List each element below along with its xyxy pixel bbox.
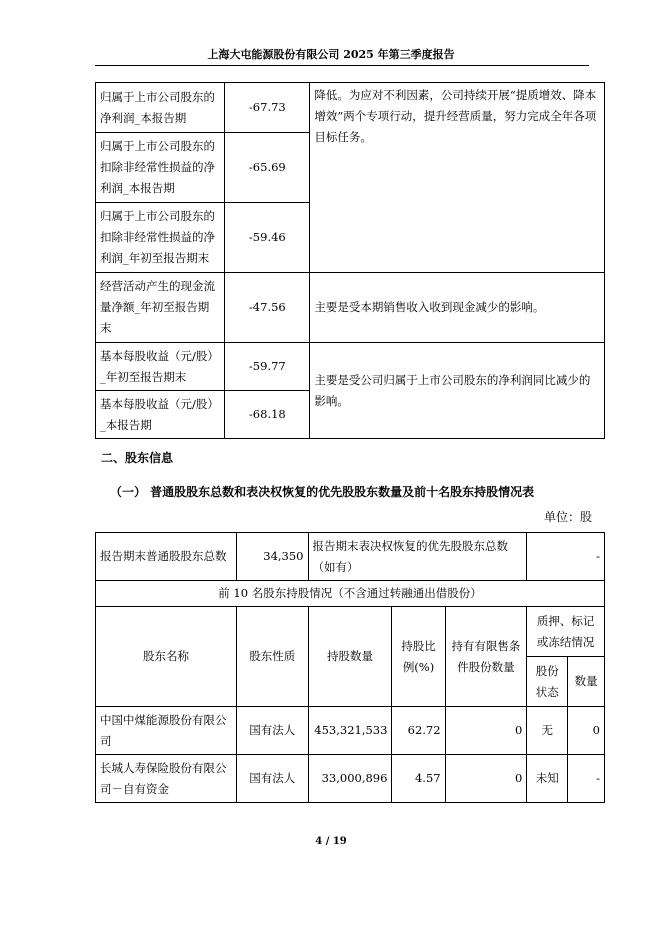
item-cell: 基本每股收益（元/股）_年初至报告期末: [96, 343, 225, 391]
change-reasons-table: [95, 82, 605, 439]
header-divider: [95, 65, 589, 66]
header-restricted: 持有有限售条件股份数量: [445, 607, 527, 707]
section-title: 二、股东信息: [101, 451, 174, 465]
table-row: [96, 581, 605, 607]
preferred-holders-label: 报告期末表决权恢复的优先股股东总数（如有）: [308, 533, 527, 581]
value-cell: -68.18: [225, 391, 310, 439]
header-nature: 股东性质: [236, 607, 308, 707]
item-cell: 归属于上市公司股东的扣除非经常性损益的净利润_年初至报告期末: [96, 203, 225, 273]
shareholder-name: 中国中煤能源股份有限公司: [96, 707, 237, 755]
item-cell: 基本每股收益（元/股）_本报告期: [96, 391, 225, 439]
item-cell: 经营活动产生的现金流量净额_年初至报告期末: [96, 273, 225, 343]
shareholder-qty: 0: [568, 707, 605, 755]
header-pledge: 质押、标记或冻结情况: [527, 607, 605, 657]
header-name: 股东名称: [96, 607, 237, 707]
value-cell: -65.69: [225, 133, 310, 203]
item-cell: 归属于上市公司股东的扣除非经常性损益的净利润_本报告期: [96, 133, 225, 203]
reason-cell: 降低。为应对不利因素，公司持续开展“提质增效、降本增效”两个专项行动，提升经营质量，努力完成全年各项目标任务。: [310, 83, 605, 273]
shareholder-shares: 33,000,896: [308, 755, 392, 803]
shareholder-nature: 国有法人: [236, 707, 308, 755]
item-cell: 归属于上市公司股东的净利润_本报告期: [96, 83, 225, 133]
reason-cell: 主要是受公司归属于上市公司股东的净利润同比减少的影响。: [310, 343, 605, 439]
header-status: 股份状态: [527, 657, 568, 707]
table-header-row: [96, 607, 605, 657]
shareholder-restricted: 0: [445, 755, 527, 803]
header-shares: 持股数量: [308, 607, 392, 707]
shareholder-table: [95, 532, 605, 803]
top10-caption: 前 10 名股东持股情况（不含通过转融通出借股份）: [96, 581, 605, 607]
shareholder-status: 无: [527, 707, 568, 755]
page-number: 4 / 19: [315, 836, 347, 847]
table-row: [96, 343, 605, 391]
shareholder-shares: 453,321,533: [308, 707, 392, 755]
value-cell: -67.73: [225, 83, 310, 133]
header-ratio: 持股比例(%): [392, 607, 445, 707]
shareholder-name: 长城人寿保险股份有限公司－自有资金: [96, 755, 237, 803]
total-holders-value: 34,350: [236, 533, 308, 581]
table-row: [96, 273, 605, 343]
value-cell: -59.46: [225, 203, 310, 273]
total-holders-label: 报告期末普通股股东总数: [96, 533, 237, 581]
reason-cell: 主要是受本期销售收入收到现金减少的影响。: [310, 273, 605, 343]
value-cell: -47.56: [225, 273, 310, 343]
preferred-holders-value: -: [527, 533, 605, 581]
table-row: [96, 755, 605, 803]
shareholder-ratio: 62.72: [392, 707, 445, 755]
header-qty: 数量: [568, 657, 605, 707]
table-row: [96, 83, 605, 133]
shareholder-qty: -: [568, 755, 605, 803]
unit-label: 单位：股: [543, 510, 592, 524]
shareholder-ratio: 4.57: [392, 755, 445, 803]
shareholder-restricted: 0: [445, 707, 527, 755]
table-row: [96, 707, 605, 755]
value-cell: -59.77: [225, 343, 310, 391]
section-subtitle: （一） 普通股股东总数和表决权恢复的优先股股东数量及前十名股东持股情况表: [110, 485, 535, 499]
report-header-title: 上海大屯能源股份有限公司 2025 年第三季度报告: [207, 48, 455, 61]
shareholder-status: 未知: [527, 755, 568, 803]
shareholder-nature: 国有法人: [236, 755, 308, 803]
table-row: [96, 533, 605, 581]
